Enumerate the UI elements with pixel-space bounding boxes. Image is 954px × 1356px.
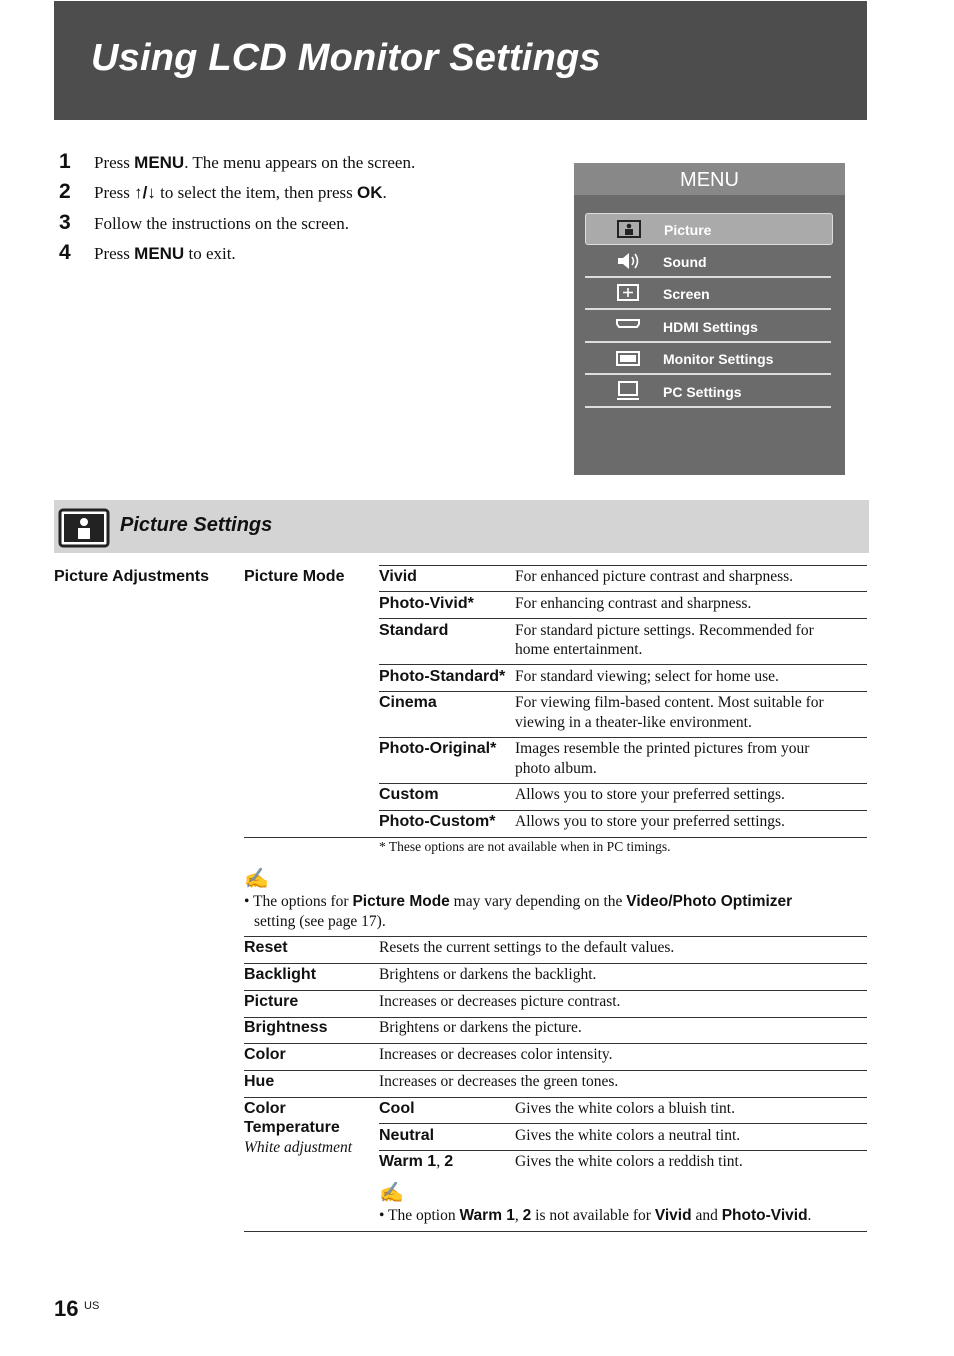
mode-description: Allows you to store your preferred settings. (515, 786, 785, 803)
setting-name: Backlight (244, 966, 317, 983)
divider (379, 691, 867, 692)
divider (244, 1231, 867, 1232)
option-name-part: , (436, 1153, 445, 1170)
mode-name: Cinema (379, 694, 437, 711)
setting-name: Reset (244, 939, 288, 956)
divider (244, 1070, 867, 1071)
note-bold: Vivid (654, 1207, 692, 1224)
divider (244, 936, 867, 937)
mode-description: Images resemble the printed pictures from your (515, 740, 810, 757)
mode-description: For enhanced picture contrast and sharpness. (515, 568, 794, 585)
menu-item-label: Picture (664, 222, 712, 238)
picture-icon (616, 219, 642, 239)
step-text: to select the item, then press (155, 183, 358, 202)
mode-description: For standard picture settings. Recommended for (515, 622, 814, 639)
step-number: 3 (59, 211, 71, 234)
option-name: Neutral (379, 1127, 435, 1144)
divider (379, 591, 867, 592)
step-number: 2 (59, 180, 71, 203)
step-3 (59, 211, 349, 235)
divider (379, 664, 867, 665)
note-bold: Video/Photo Optimizer (626, 893, 793, 910)
setting-name: Color (244, 1100, 286, 1117)
mode-name: Vivid (379, 568, 417, 585)
divider (379, 783, 867, 784)
setting-name: Brightness (244, 1019, 328, 1036)
mode-description: photo album. (515, 760, 597, 777)
note-bold: Warm 1 (459, 1207, 515, 1224)
divider (244, 963, 867, 964)
menu-item-monitor[interactable] (585, 343, 831, 375)
hdmi-icon (615, 316, 641, 336)
mode-name: Custom (379, 786, 439, 803)
step-4 (59, 241, 236, 265)
monitor-icon (615, 348, 641, 368)
up-down-arrow-icon: ↑/↓ (134, 183, 156, 202)
step-number: 4 (59, 241, 71, 264)
menu-item-screen[interactable] (585, 278, 831, 310)
divider (244, 837, 867, 838)
mode-description: Allows you to store your preferred settings. (515, 813, 785, 830)
step-key: MENU (134, 153, 185, 172)
note-pencil-icon: ✍ (244, 868, 269, 890)
divider (379, 1150, 867, 1151)
mode-name: Photo-Original* (379, 740, 497, 757)
note-bold: Photo-Vivid (721, 1207, 808, 1224)
step-number: 1 (59, 150, 71, 173)
divider (379, 737, 867, 738)
mode-description: For enhancing contrast and sharpness. (515, 595, 752, 612)
step-text: Follow the instructions on the screen. (94, 214, 349, 233)
mode-name: Photo-Vivid* (379, 595, 474, 612)
option-description: Gives the white colors a neutral tint. (515, 1127, 741, 1144)
note-text: . (807, 1207, 812, 1224)
sound-icon (615, 251, 641, 271)
note-pencil-icon: ✍ (379, 1182, 404, 1204)
note-bold: 2 (522, 1207, 532, 1224)
step-key: OK (357, 183, 383, 202)
step-text: . The menu appears on the screen. (184, 153, 416, 172)
divider (379, 810, 867, 811)
divider (244, 1043, 867, 1044)
mode-name: Photo-Standard* (379, 668, 506, 685)
page-suffix: US (84, 1300, 100, 1312)
section-title: Picture Settings (120, 514, 273, 536)
menu-title: MENU (574, 163, 845, 195)
menu-item-label: Monitor Settings (663, 351, 774, 367)
note-text: is not available for (531, 1207, 655, 1224)
screen-icon (615, 283, 641, 303)
setting-subtitle: White adjustment (244, 1139, 353, 1156)
mode-description: For viewing film-based content. Most suitable for (515, 694, 824, 711)
note-bold: Picture Mode (352, 893, 450, 910)
menu-item-label: PC Settings (663, 384, 742, 400)
note-text: , (514, 1207, 523, 1224)
setting-description: Brightens or darkens the picture. (379, 1019, 582, 1036)
footnote: * These options are not available when in PC timings. (379, 839, 671, 854)
divider (379, 618, 867, 619)
option-name: Cool (379, 1100, 415, 1117)
picture-icon (58, 508, 110, 548)
setting-description: Increases or decreases picture contrast. (379, 993, 621, 1010)
menu-item-picture[interactable] (585, 213, 833, 245)
divider (379, 565, 867, 566)
step-key: MENU (134, 244, 185, 263)
menu-panel (574, 163, 845, 475)
menu-item-label: Screen (663, 286, 710, 302)
step-2 (59, 180, 387, 204)
step-text: to exit. (184, 244, 236, 263)
option-name-part: 2 (444, 1153, 454, 1170)
mode-name: Standard (379, 622, 449, 639)
note-text: may vary depending on the (449, 893, 627, 910)
option-description: Gives the white colors a bluish tint. (515, 1100, 735, 1117)
setting-name: Temperature (244, 1119, 340, 1136)
setting-description: Brightens or darkens the backlight. (379, 966, 597, 983)
step-text: Press (94, 153, 135, 172)
menu-item-sound[interactable] (585, 246, 831, 278)
mode-name: Photo-Custom* (379, 813, 496, 830)
setting-name: Hue (244, 1073, 275, 1090)
divider (244, 1097, 867, 1098)
page-title: Using LCD Monitor Settings (91, 37, 601, 79)
note-text: and (691, 1207, 722, 1224)
page-number: 16 (54, 1296, 79, 1321)
setting-name: Color (244, 1046, 286, 1063)
divider (244, 990, 867, 991)
title-banner (54, 1, 867, 120)
mode-description: home entertainment. (515, 641, 643, 658)
setting-description: Increases or decreases the green tones. (379, 1073, 619, 1090)
note-text (379, 1206, 811, 1226)
setting-description: Resets the current settings to the default values. (379, 939, 675, 956)
setting-description: Increases or decreases color intensity. (379, 1046, 613, 1063)
step-text: Press (94, 244, 135, 263)
step-1 (59, 150, 415, 174)
menu-item-label: Sound (663, 254, 707, 270)
note-text: • The options for (244, 893, 353, 910)
note-text: • The option (379, 1207, 460, 1224)
pc-icon (615, 381, 641, 401)
option-name-part: Warm 1 (379, 1153, 437, 1170)
mode-description: viewing in a theater-like environment. (515, 714, 752, 731)
menu-item-pc[interactable] (585, 376, 831, 408)
option-name (379, 1153, 453, 1171)
note-text (244, 892, 792, 912)
step-text: Press (94, 183, 135, 202)
step-text: . (382, 183, 387, 202)
mode-description: For standard viewing; select for home use. (515, 668, 779, 685)
section-header (54, 500, 869, 553)
option-description: Gives the white colors a reddish tint. (515, 1153, 743, 1170)
menu-item-label: HDMI Settings (663, 319, 758, 335)
picture-mode-label: Picture Mode (244, 568, 345, 585)
menu-item-hdmi[interactable] (585, 311, 831, 343)
setting-name: Picture (244, 993, 299, 1010)
picture-adjustments-label: Picture Adjustments (54, 568, 209, 585)
divider (379, 1123, 867, 1124)
note-text: setting (see page 17). (254, 913, 386, 930)
